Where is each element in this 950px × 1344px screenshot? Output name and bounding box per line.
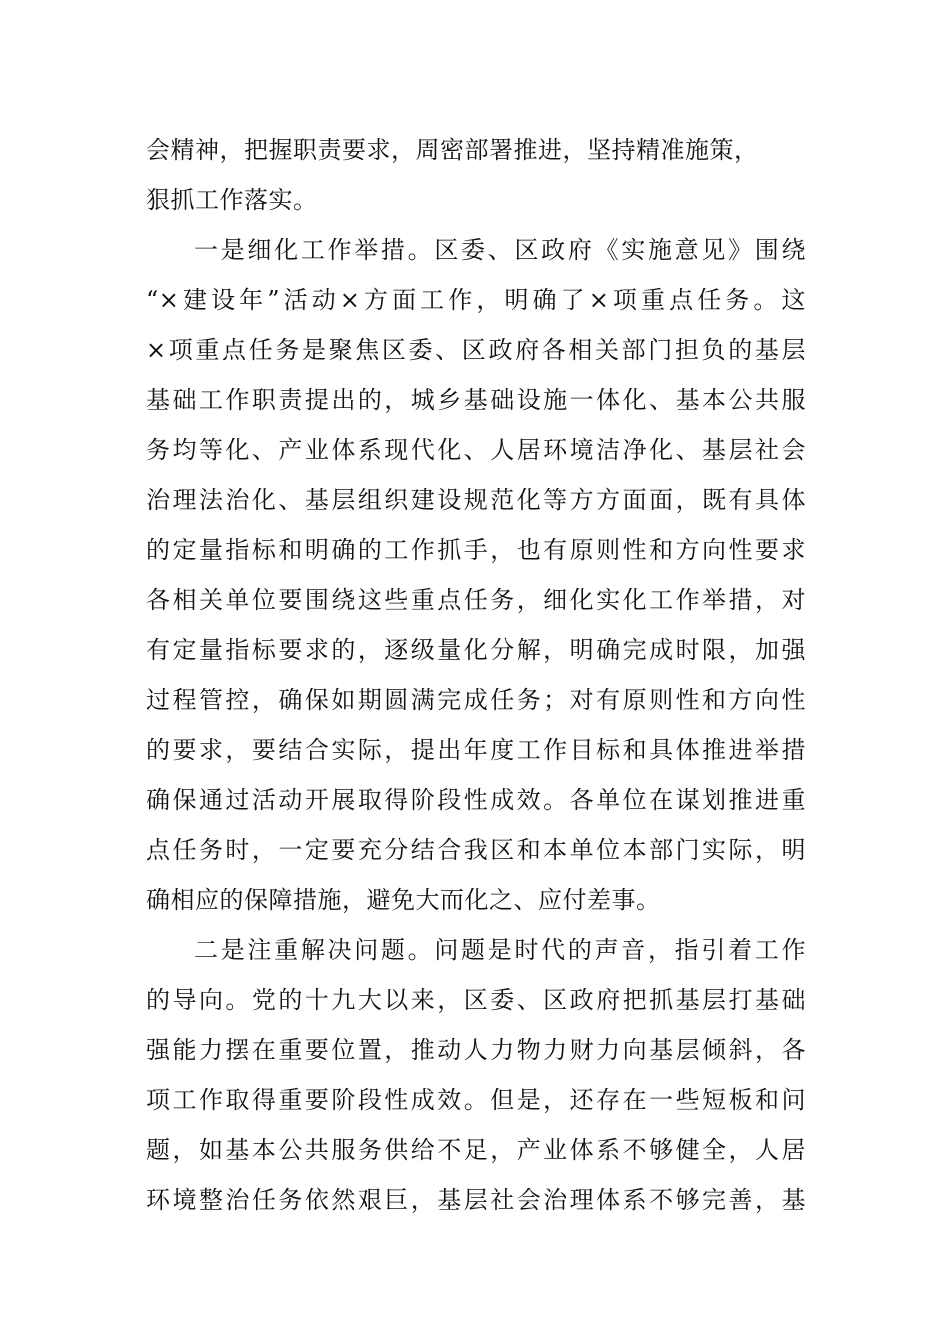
text-line: 会精神，把握职责要求，周密部署推进，坚持精准施策，	[146, 136, 759, 164]
text-line: 确相应的保障措施，避免大而化之、应付差事。	[146, 886, 661, 914]
text-line: 的定量指标和明确的工作抓手，也有原则性和方向性要求	[146, 536, 806, 564]
text-line: 项工作取得重要阶段性成效。但是，还存在一些短板和问	[146, 1086, 806, 1114]
text-line: 题，如基本公共服务供给不足，产业体系不够健全，人居	[146, 1136, 806, 1164]
text-line: 的要求，要结合实际，提出年度工作目标和具体推进举措	[146, 736, 806, 764]
text-line: 过程管控，确保如期圆满完成任务；对有原则性和方向性	[146, 686, 806, 714]
text-line: 强能力摆在重要位置，推动人力物力财力向基层倾斜，各	[146, 1036, 806, 1064]
text-line: 有定量指标要求的，逐级量化分解，明确完成时限，加强	[146, 636, 806, 664]
text-line: “×建设年”活动×方面工作，明确了×项重点任务。这	[146, 286, 806, 314]
text-line: 点任务时，一定要充分结合我区和本单位本部门实际，明	[146, 836, 806, 864]
text-line: 基础工作职责提出的，城乡基础设施一体化、基本公共服	[146, 386, 806, 414]
text-line: 环境整治任务依然艰巨，基层社会治理体系不够完善，基	[146, 1186, 806, 1214]
text-line: 各相关单位要围绕这些重点任务，细化实化工作举措，对	[146, 586, 806, 614]
text-line: 确保通过活动开展取得阶段性成效。各单位在谋划推进重	[146, 786, 806, 814]
text-line: 狠抓工作落实。	[146, 186, 318, 214]
text-line: 的导向。党的十九大以来，区委、区政府把抓基层打基础	[146, 986, 806, 1014]
text-line: 务均等化、产业体系现代化、人居环境洁净化、基层社会	[146, 436, 806, 464]
text-line: ×项重点任务是聚焦区委、区政府各相关部门担负的基层	[146, 336, 806, 364]
paragraph-1-first-line: 一是细化工作举措。区委、区政府《实施意见》围绕	[194, 236, 806, 264]
text-line: 治理法治化、基层组织建设规范化等方方面面，既有具体	[146, 486, 806, 514]
paragraph-2-first-line: 二是注重解决问题。问题是时代的声音，指引着工作	[194, 936, 806, 964]
